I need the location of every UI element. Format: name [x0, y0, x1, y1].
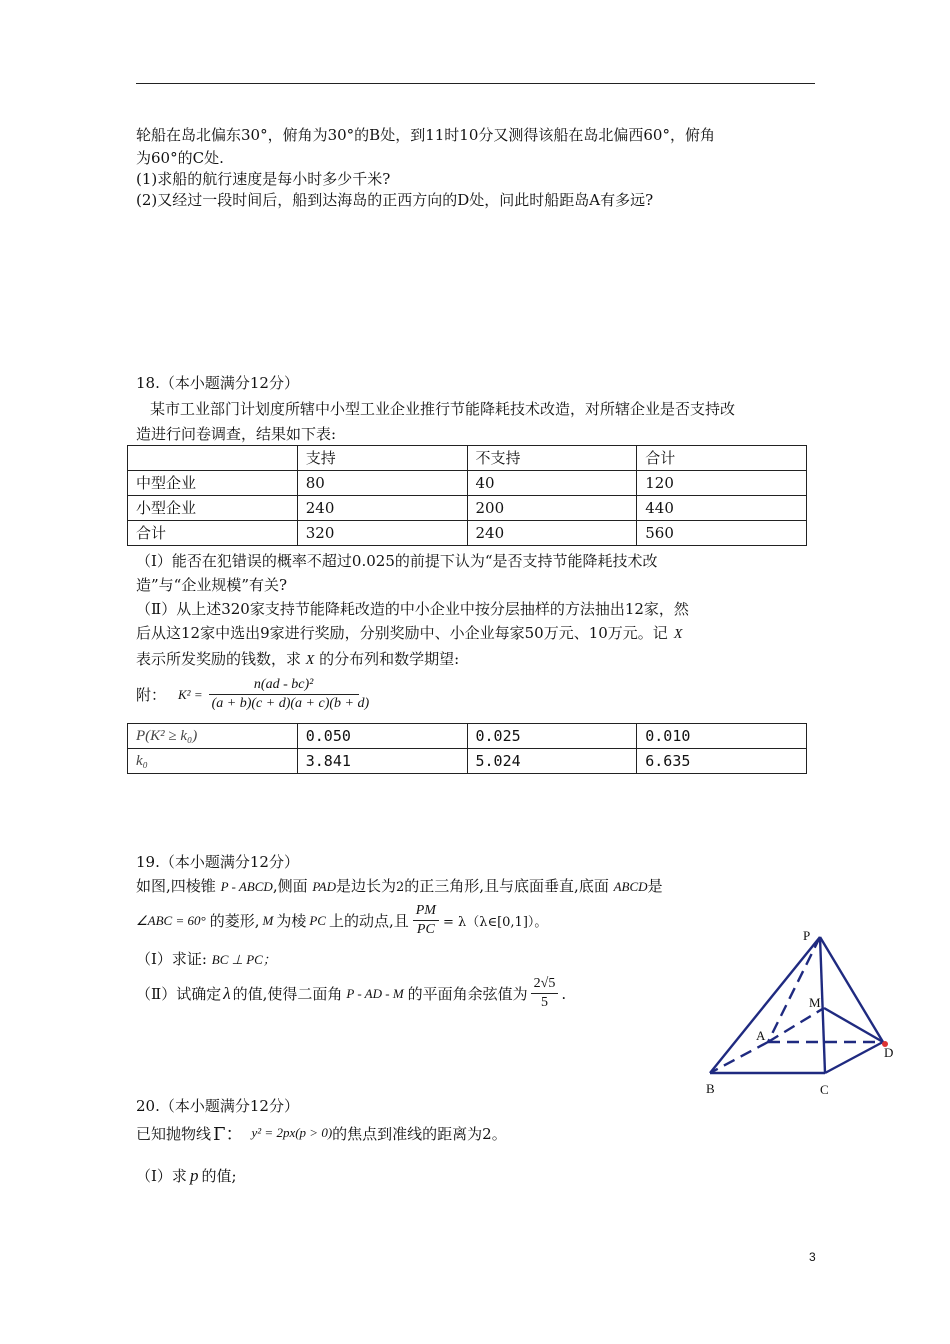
- q19-line1: 如图,四棱锥 P - ABCD,侧面 PAD是边长为2的正三角形,且与底面垂直,底面 ABCD是: [136, 877, 663, 895]
- q17-line2: 为60°的C处.: [136, 149, 224, 167]
- formula-numerator: n(ad - bc)²: [209, 676, 359, 695]
- q18-intro: [136, 397, 816, 447]
- q18-parts: [136, 549, 816, 673]
- edge-pd: [820, 937, 883, 1042]
- ratio-fraction: $\frac{PM}{PC}$: [413, 902, 439, 939]
- q17-line1: 轮船在岛北偏东30°，俯角为30°的B处，到11时10分又测得该船在岛北偏西60°，俯角: [136, 126, 715, 144]
- k2-formula: [136, 676, 370, 713]
- q18-intro-line1: 某市工业部门计划度所辖中小型工业企业推行节能降耗技术改造，对所辖企业是否支持改: [150, 400, 736, 418]
- table-header-row: [128, 446, 807, 471]
- table-cell: 440: [637, 496, 807, 521]
- table-cell: 合计: [637, 446, 807, 471]
- formula-lhs: K² =: [178, 686, 203, 702]
- table-cell: 560: [637, 521, 807, 546]
- label-m: M: [809, 995, 821, 1010]
- table-cell: 3.841: [297, 749, 467, 774]
- table-cell: k₀: [128, 749, 298, 774]
- q19-part1: （Ⅰ）求证: BC ⊥ PC；: [136, 950, 276, 968]
- label-a: A: [756, 1028, 766, 1043]
- header-rule: [136, 83, 815, 84]
- formula-fraction: [209, 676, 370, 713]
- table-cell: 支持: [297, 446, 467, 471]
- q18-part2-line1: （Ⅱ）从上述320家支持节能降耗改造的中小企业中按分层抽样的方法抽出12家，然: [136, 600, 689, 618]
- q18-part2-line3: 表示所发奖励的钱数，求 X 的分布列和数学期望:: [136, 650, 460, 668]
- table-cell: [128, 446, 298, 471]
- label-d: D: [884, 1045, 894, 1060]
- q18-part2-line2: 后从这12家中选出9家进行奖励，分别奖励中、小企业每家50万元、10万元。记 X: [136, 624, 683, 642]
- table-cell: 0.010: [637, 724, 807, 749]
- table-cell: 200: [467, 496, 637, 521]
- formula-denominator: (a + b)(c + d)(a + c)(b + d): [211, 696, 370, 711]
- table-cell: 0.025: [467, 724, 637, 749]
- edge-pc: [820, 937, 825, 1073]
- page-number: 3: [809, 1250, 816, 1264]
- q18-intro-line2: 造进行问卷调查，结果如下表:: [136, 425, 337, 443]
- q20-header: 20.（本小题满分12分）: [136, 1097, 299, 1115]
- table-cell: 6.635: [637, 749, 807, 774]
- q18-part1-line2: 造”与“企业规模”有关?: [136, 576, 288, 594]
- q19-part2: （Ⅱ）试确定 λ 的值,使得二面角 P - AD - M 的平面角余弦值为 $\frac{2√5}{5}$ .: [136, 976, 567, 1010]
- label-c: C: [820, 1082, 829, 1097]
- table-cell: 120: [637, 471, 807, 496]
- edge-pb: [710, 937, 820, 1073]
- table-cell: 240: [297, 496, 467, 521]
- survey-table: [127, 445, 807, 546]
- table-cell: 不支持: [467, 446, 637, 471]
- edge-cd: [825, 1042, 883, 1073]
- q17-text: [136, 124, 816, 212]
- table-cell: 80: [297, 471, 467, 496]
- label-p: P: [803, 928, 811, 943]
- table-row: [128, 724, 807, 749]
- pyramid-figure: [700, 925, 900, 1100]
- table-cell: 0.050: [297, 724, 467, 749]
- var-x: X: [305, 653, 315, 668]
- critical-value-table: [127, 723, 807, 774]
- label-b: B: [706, 1081, 715, 1096]
- q19-line2: ∠ABC = 60° 的菱形, M 为棱 PC 上的动点,且 $\frac{PM}{PC}$ = λ（λ∈[0,1]）。: [136, 903, 548, 937]
- edge-ab-hidden: [710, 1042, 768, 1073]
- q18-header: 18.（本小题满分12分）: [136, 374, 299, 392]
- q20-part1: （Ⅰ）求 p 的值;: [136, 1165, 237, 1185]
- table-row: [128, 521, 807, 546]
- q17-part1: (1)求船的航行速度是每小时多少千米?: [136, 170, 391, 188]
- table-cell: 240: [467, 521, 637, 546]
- q17-part2: (2)又经过一段时间后，船到达海岛的正西方向的D处，问此时船距岛A有多远?: [136, 191, 654, 209]
- q19-header: 19.（本小题满分12分）: [136, 853, 299, 871]
- table-cell: P(K² ≥ k₀): [128, 724, 298, 749]
- cosine-fraction: $\frac{2√5}{5}$: [531, 975, 559, 1012]
- q18-part1-line1: （Ⅰ）能否在犯错误的概率不超过0.025的前提下认为“是否支持节能降耗技术改: [136, 552, 658, 570]
- table-row: [128, 496, 807, 521]
- q20-line1: 已知抛物线 Γ： y² = 2px(p > 0) 的焦点到准线的距离为2。: [136, 1124, 507, 1145]
- appendix-label: 附：: [136, 686, 167, 704]
- var-x: X: [673, 627, 683, 642]
- table-row: [128, 471, 807, 496]
- table-cell: 小型企业: [128, 496, 298, 521]
- table-cell: 中型企业: [128, 471, 298, 496]
- table-cell: 合计: [128, 521, 298, 546]
- table-cell: 40: [467, 471, 637, 496]
- table-cell: 320: [297, 521, 467, 546]
- table-cell: 5.024: [467, 749, 637, 774]
- table-row: [128, 749, 807, 774]
